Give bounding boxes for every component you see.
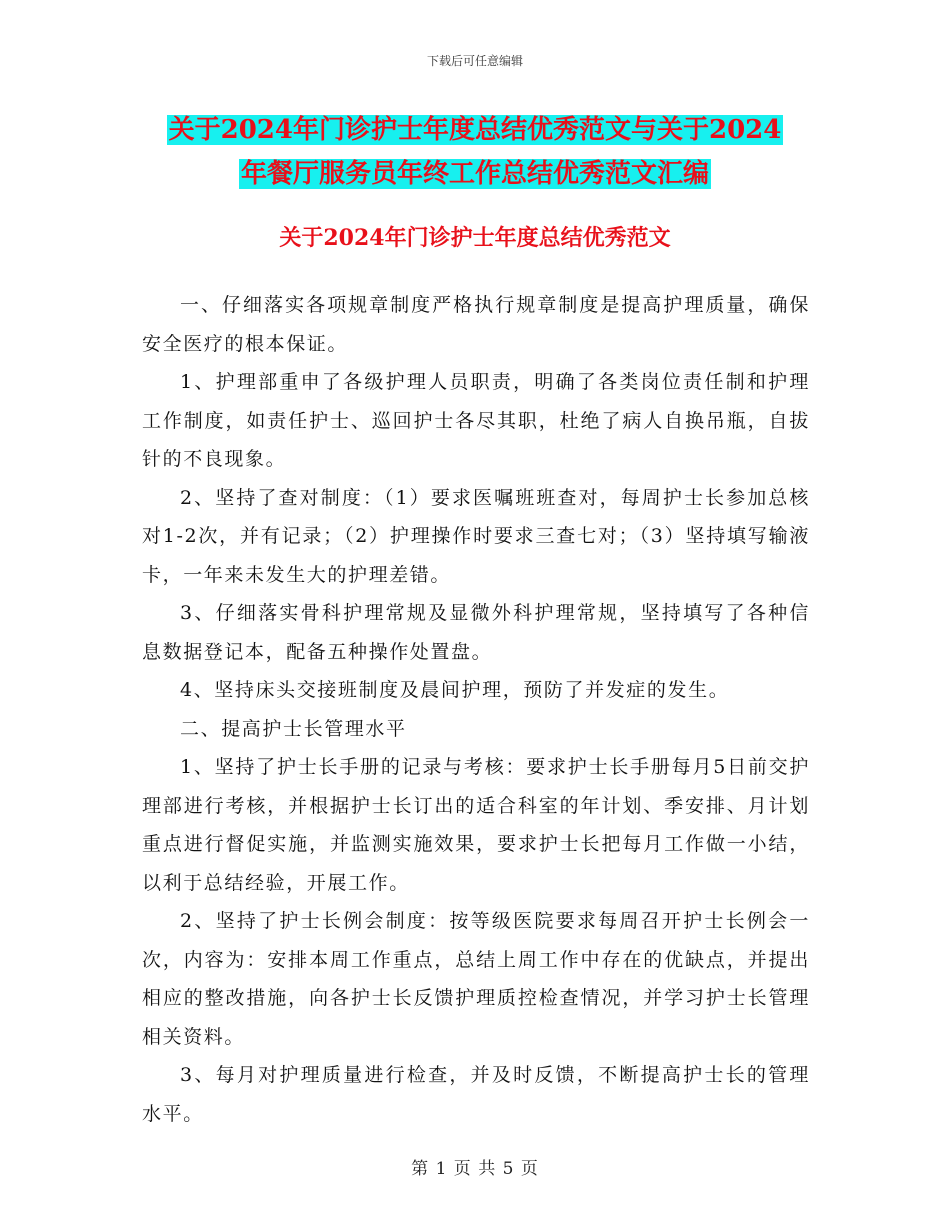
section-title: 关于2024年门诊护士年度总结优秀范文	[279, 225, 671, 251]
paragraph: 3、每月对护理质量进行检查，并及时反馈，不断提高护士长的管理水平。	[142, 1064, 810, 1125]
page-footer: 第 1 页 共 5 页	[411, 1159, 539, 1179]
paragraph: 2、坚持了护士长例会制度：按等级医院要求每周召开护士长例会一次，内容为：安排本周工作重点，总结上周工作中存在的优缺点，并提出相应的整改措施，向各护士长反馈护理质控检查情况，并学习护士长管理相关资料。	[142, 910, 810, 1048]
paragraph: 2、坚持了查对制度：（1）要求医嘱班班查对，每周护士长参加总核对1-2次，并有记录；（2）护理操作时要求三查七对；（3）坚持填写输液卡，一年来未发生大的护理差错。	[142, 486, 810, 586]
document-title-line-1	[0, 108, 950, 152]
document-body	[142, 286, 810, 1133]
paragraph: 4、坚持床头交接班制度及晨间护理，预防了并发症的发生。	[180, 679, 730, 701]
paragraph: 一、仔细落实各项规章制度严格执行规章制度是提高护理质量，确保安全医疗的根本保证。	[142, 294, 810, 355]
paragraph: 1、护理部重申了各级护理人员职责，明确了各类岗位责任制和护理工作制度，如责任护士、巡回护士各尽其职，杜绝了病人自换吊瓶，自拔针的不良现象。	[142, 371, 810, 470]
title-highlight-2: 年餐厅服务员年终工作总结优秀范文汇编	[240, 159, 709, 189]
paragraph: 1、坚持了护士长手册的记录与考核：要求护士长手册每月5日前交护理部进行考核，并根据护士长订出的适合科室的年计划、季安排、月计划重点进行督促实施，并监测实施效果，要求护士长把每月工作做一小结，以利于总结经验，开展工作。	[142, 756, 810, 894]
header-note: 下载后可任意编辑	[426, 54, 523, 68]
paragraph: 3、仔细落实骨科护理常规及显微外科护理常规，坚持填写了各种信息数据登记本，配备五种操作处置盘。	[142, 602, 810, 663]
paragraph: 二、提高护士长管理水平	[180, 717, 407, 740]
title-highlight-1: 关于2024年门诊护士年度总结优秀范文与关于2024	[168, 115, 782, 145]
document-title-line-2	[0, 152, 950, 196]
